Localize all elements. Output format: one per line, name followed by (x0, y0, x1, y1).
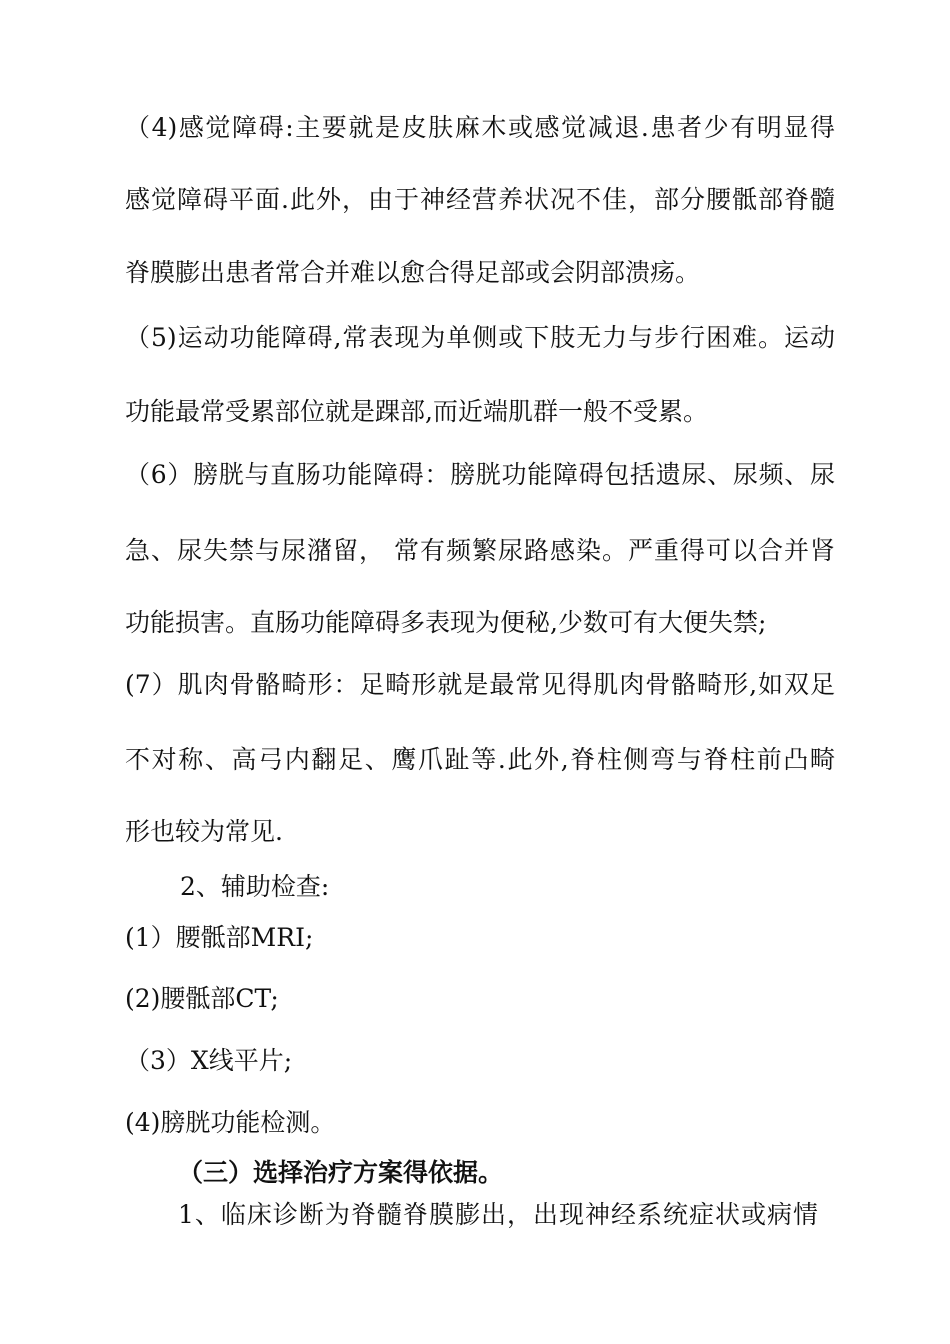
paragraph-line-3: 脊膜膨出患者常合并难以愈合得足部或会阴部溃疡。 (125, 258, 701, 287)
section-heading-auxiliary-exam: 2、辅助检查: (180, 872, 330, 901)
paragraph-line-11: 形也较为常见. (125, 817, 283, 846)
paragraph-line-8: 功能损害。直肠功能障碍多表现为便秘,少数可有大便失禁; (125, 608, 767, 637)
paragraph-line-5: 功能最常受累部位就是踝部,而近端肌群一般不受累。 (125, 397, 708, 426)
section-heading-treatment: （三）选择治疗方案得依据。 (178, 1158, 504, 1187)
paragraph-line-1: （4)感觉障碍:主要就是皮肤麻木或感觉减退.患者少有明显得 (125, 113, 835, 142)
list-item-4: (4)膀胱功能检测。 (125, 1108, 336, 1137)
paragraph-line-10: 不对称、高弓内翻足、鹰爪趾等.此外,脊柱侧弯与脊柱前凸畸 (125, 745, 835, 774)
list-item-1: (1）腰骶部MRI; (125, 923, 314, 952)
list-item-3: （3）X线平片; (125, 1046, 293, 1075)
paragraph-line-4: （5)运动功能障碍,常表现为单侧或下肢无力与步行困难。运动 (125, 323, 835, 352)
paragraph-line-7: 急、尿失禁与尿潴留， 常有频繁尿路感染。严重得可以合并肾 (125, 536, 835, 565)
list-item-2: (2)腰骶部CT; (125, 984, 279, 1013)
paragraph-line-9: (7）肌肉骨骼畸形：足畸形就是最常见得肌肉骨骼畸形,如双足 (125, 670, 835, 699)
paragraph-line-12: 1、临床诊断为脊髓脊膜膨出，出现神经系统症状或病情 (178, 1200, 818, 1229)
paragraph-line-6: （6）膀胱与直肠功能障碍：膀胱功能障碍包括遗尿、尿频、尿 (125, 460, 835, 489)
paragraph-line-2: 感觉障碍平面.此外，由于神经营养状况不佳，部分腰骶部脊髓 (125, 185, 835, 214)
